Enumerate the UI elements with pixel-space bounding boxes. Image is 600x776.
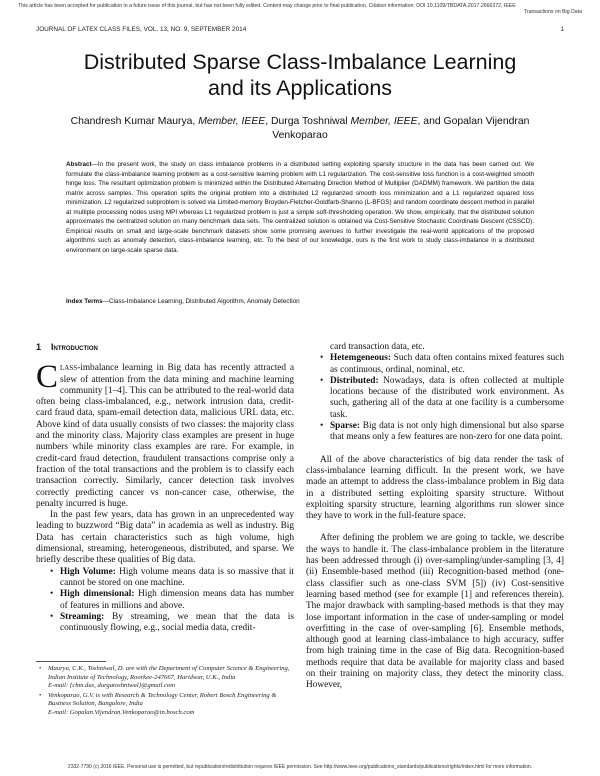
title-line1: Distributed Sparse Class-Imbalance Learning <box>83 50 517 74</box>
title-line2: and its Applications <box>207 76 393 100</box>
journal-name: JOURNAL OF LATEX CLASS FILES, VOL. 13, NO. 9, SEPTEMBER 2014 <box>36 26 247 33</box>
paper-title <box>36 49 564 101</box>
bullet-icon: • <box>320 353 324 364</box>
footnote-rule <box>36 661 106 662</box>
footnote-text: Venkoparao, G.V. is with Research & Technology Center, Robert Bosch Engineering & Business Solution, Bangalore, India E-mail: Gopalan.Vijendran.Venkoparao@in.bosch.com <box>48 691 277 716</box>
list-item-term: Distributed: <box>330 375 379 386</box>
bullet-icon: • <box>320 421 324 432</box>
list-item <box>320 421 564 444</box>
abstract-label: Abstract <box>66 161 92 168</box>
author2-role: Member, IEEE <box>350 116 418 127</box>
intro-paragraph-1 <box>36 359 294 510</box>
bullet-icon: • <box>50 589 54 600</box>
author1-name: Chandresh Kumar Maurya, <box>70 116 199 127</box>
list-item-text: Nowadays, data is often collected at multiple locations because of the distributed work environment. As such, gathering all of the data at one facility is a cumbersome task. <box>330 375 564 420</box>
list-item-text: Big data is not only high dimensional but also sparse that means only a few features are non-zero for one data point. <box>330 421 564 443</box>
author1-role: Member, IEEE <box>198 116 266 127</box>
intro-paragraph-3: All of the above characteristics of big data render the task of class-imbalance learning difficult. In the present work, we have made an attempt to address the class-imbalance problem in Big data in a distributed setting exploiting sparsity structure. Without exploiting sparsity structure, learning algorithms run slower since they have to work in the full-feature space. <box>306 454 564 522</box>
author2-name: , Durga Toshniwal <box>265 116 351 127</box>
bigdata-list-left <box>36 567 294 635</box>
footnote-item <box>36 692 294 718</box>
intro-paragraph-1-text: -imbalance learning in Big data has recently attracted a slew of attention from the data mining and machine learning community [1–4]. This can be attributed to the real-world data often being class-imbalanced, e.g., network intrusion data, credit-card fraud data, spam-email detection data, malicious URL data, etc. Above kind of data usually consists of two classes: the majority class and the minority class. Majority class examples are present in huge numbers while minority class examples are rare. For example, in credit-card fraud detection, fraudulent transactions comprise only a fraction of the total transactions and the problem is to classify each transaction correctly. Similarly, cancer detection task involves correctly predicting cancer vs non-cancer case, otherwise, the penalty incurred is huge. <box>36 363 294 509</box>
copyright-notice: 2332-7790 (c) 2016 IEEE. Personal use is permitted, but republication/redistribution requires IEEE permission. See http://www.ieee.org/publications_standards/publications/rights/index.html for more information. <box>67 764 533 770</box>
list-item-text: By streaming, we mean that the data is continuously flowing, e.g., social media data, credit- <box>60 611 294 634</box>
list-item <box>50 567 294 590</box>
publication-notice <box>18 3 582 16</box>
right-column <box>306 342 564 692</box>
footnote-text: Maurya, C.K., Toshniwal, D. are with the Department of Computer Science & Engineering, Indian Institute of Technology, Roorkee-247667, Haridwar, U.K., India E-mail: {chm.dus, durgatoshniwal}@gmail.com <box>48 665 290 690</box>
footnote-item <box>36 665 294 691</box>
index-terms <box>66 297 534 306</box>
abstract-text: —In the present work, the study on class imbalance problems in a distributed setting exploiting sparsity structure in the data has been carried out. We formulate the class-imbalance learning problem as a cost-sensitive learning problem with L1 regularization. The cost-sensitive loss function is a cost-weighted smooth hinge loss. The resultant optimization problem is minimized within the Distributed Alternating Direction Method of Multiplier (DADMM) framework. We partition the data matrix across samples. This operation splits the original problem into a distributed L2 regularized smooth loss minimization and a L1 regularized squared loss minimization. L2 regularized subproblem is solved via Limited-memory Broyden-Fletcher-Goldfarb-Shanno (L-BFGS) and random coordinate descent method in parallel at multiple processing nodes using MPI whereas L1 regularized problem is just a simple soft-thresholding operation. We show, empirically, that the distributed solution approximates the centralized solution on many benchmark data sets. The centralized solution is obtained via Cost-Sensitive Stochastic Coordinate Descent (CSSCD). Empirical results on small and large-scale benchmark datasets show some promising avenues to further investigate the real-world applications of the proposed algorithms such as anomaly detection, class-imbalance learning, etc. To the best of our knowledge, ours is the first work to study class-imbalance in a distributed environment on large-scale sparse data. <box>66 161 534 254</box>
publication-notice-line2: Transactions on Big Data <box>523 9 582 16</box>
section-heading <box>36 342 294 353</box>
author3-name: , and Gopalan Vijendran <box>417 116 530 127</box>
section-number: 1 <box>36 342 42 352</box>
list-item-term: Sparse: <box>330 421 360 432</box>
index-terms-text: —Class-Imbalance Learning, Distributed Algorithm, Anomaly Detection <box>102 298 300 305</box>
list-item-text: High dimension means data has number of features in millions and above. <box>60 589 294 611</box>
publication-notice-line1: This article has been accepted for publication in a future issue of this journal, but has not been fully edited. Content may change prior to final publication. Citation information: DOI 10.1109/TBDATA.2017.2666372, IEEE <box>18 3 516 9</box>
list-item <box>50 612 294 635</box>
bullet-icon: • <box>50 611 54 622</box>
bullet-icon: • <box>39 691 42 699</box>
bullet-icon: • <box>39 665 42 672</box>
list-item <box>320 353 564 376</box>
intro-paragraph-2: In the past few years, data has grown in an unprecedented way leading to buzzword “Big data” in academia as well as industry. Big Data has certain characteristics such as high volume, high dimensional, streaming, heterogeneous, distributed, and sparse. We briefly describe these qualities of Big data. <box>36 510 294 566</box>
index-terms-label: Index Terms <box>66 298 103 305</box>
list-item-text: Such data often contains mixed features such as continuous, ordinal, nominal, etc. <box>330 353 564 375</box>
drop-cap-rest: lass <box>60 363 78 374</box>
list-item-term: Streaming: <box>60 611 105 622</box>
section-title: Introduction <box>51 342 98 352</box>
bullet-continuation: card transaction data, etc. <box>330 342 425 352</box>
abstract <box>66 160 534 255</box>
drop-cap: C <box>36 359 59 396</box>
list-item-term: High Volume: <box>60 566 116 577</box>
bullet-icon: • <box>320 375 324 386</box>
list-item <box>320 376 564 421</box>
author3-name-cont: Venkoparao <box>272 130 328 141</box>
intro-paragraph-4: After defining the problem we are going to tackle, we describe the ways to handle it. The class-imbalance problem in the literature has been addressed through (i) over-sampling/under-sampling [3, 4] (ii) Ensemble-based method (iii) Recognition-based method (one-class classifier such as one-class SVM [5]) (iv) Cost-sensitive learning based method (see for example [1] and references therein). The major drawback with sampling-based methods is that they may lose important information in the case of under-sampling or model overfitting in the case of over-sampling [6]. Ensemble methods, although good at learning class-imbalance to high accuracy, suffer from high training time in the case of Big data. Recognition-based methods require that data be available for majority class and based on their training on majority class, they detect the minority class. However, <box>306 533 564 691</box>
footnotes <box>36 665 294 719</box>
list-item-term: Hetemgeneous: <box>330 353 391 364</box>
author-list <box>36 115 564 143</box>
bullet-icon: • <box>50 566 54 577</box>
running-head <box>36 26 564 33</box>
page-number: 1 <box>560 26 564 33</box>
left-column <box>36 342 294 634</box>
list-item-text: High volume means data is so massive that it cannot be stored on one machine. <box>60 566 294 588</box>
bigdata-list-right <box>306 353 564 443</box>
list-item <box>50 589 294 612</box>
list-item-term: High dimensional: <box>60 589 135 600</box>
